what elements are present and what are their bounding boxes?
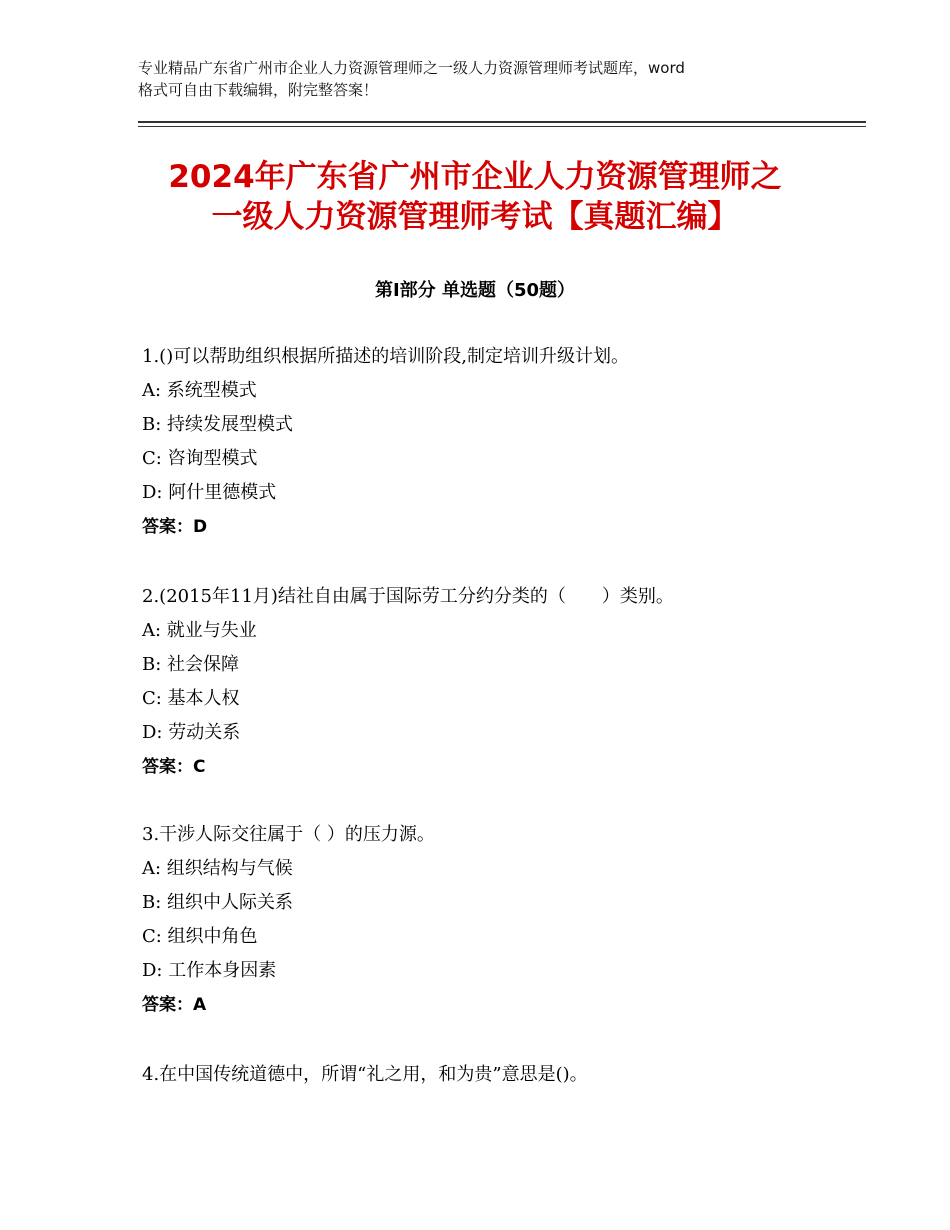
question-2 — [142, 580, 842, 784]
header-note — [138, 57, 838, 101]
title-line-2: 一级人力资源管理师考试【真题汇编】 — [211, 199, 739, 235]
question-stem: 1.()可以帮助组织根据所描述的培训阶段,制定培训升级计划。 — [142, 346, 629, 367]
option-a: A: 就业与失业 — [142, 620, 257, 641]
option-c: C: 基本人权 — [142, 688, 240, 709]
section-heading: 第Ⅰ部分 单选题（50题） — [374, 280, 575, 301]
document-title — [120, 157, 830, 237]
question-3 — [142, 818, 842, 1022]
option-c: C: 组织中角色 — [142, 926, 258, 947]
option-d: D: 劳动关系 — [142, 722, 241, 743]
option-b: B: 组织中人际关系 — [142, 892, 294, 913]
option-d: D: 阿什里德模式 — [142, 482, 277, 503]
option-a: A: 组织结构与气候 — [142, 858, 293, 879]
question-1 — [142, 340, 842, 544]
header-divider-thin — [138, 126, 866, 127]
question-4 — [142, 1058, 842, 1092]
question-stem: 4.在中国传统道德中，所谓“礼之用，和为贵”意思是()。 — [142, 1064, 588, 1085]
option-c: C: 咨询型模式 — [142, 448, 258, 469]
question-stem: 2.(2015年11月)结社自由属于国际劳工分约分类的（ ）类别。 — [142, 586, 674, 607]
title-line-1: 2024年广东省广州市企业人力资源管理师之 — [168, 159, 782, 195]
option-d: D: 工作本身因素 — [142, 960, 277, 981]
answer: 答案：A — [142, 995, 207, 1015]
header-note-line-1: 专业精品广东省广州市企业人力资源管理师之一级人力资源管理师考试题库，word — [138, 59, 685, 77]
option-b: B: 持续发展型模式 — [142, 414, 294, 435]
option-a: A: 系统型模式 — [142, 380, 257, 401]
question-stem: 3.干涉人际交往属于（ ）的压力源。 — [142, 824, 435, 845]
answer: 答案：D — [142, 517, 208, 537]
header-divider-thick — [138, 121, 866, 123]
answer: 答案：C — [142, 757, 206, 777]
option-b: B: 社会保障 — [142, 654, 240, 675]
header-note-line-2: 格式可自由下载编辑，附完整答案！ — [138, 81, 379, 99]
